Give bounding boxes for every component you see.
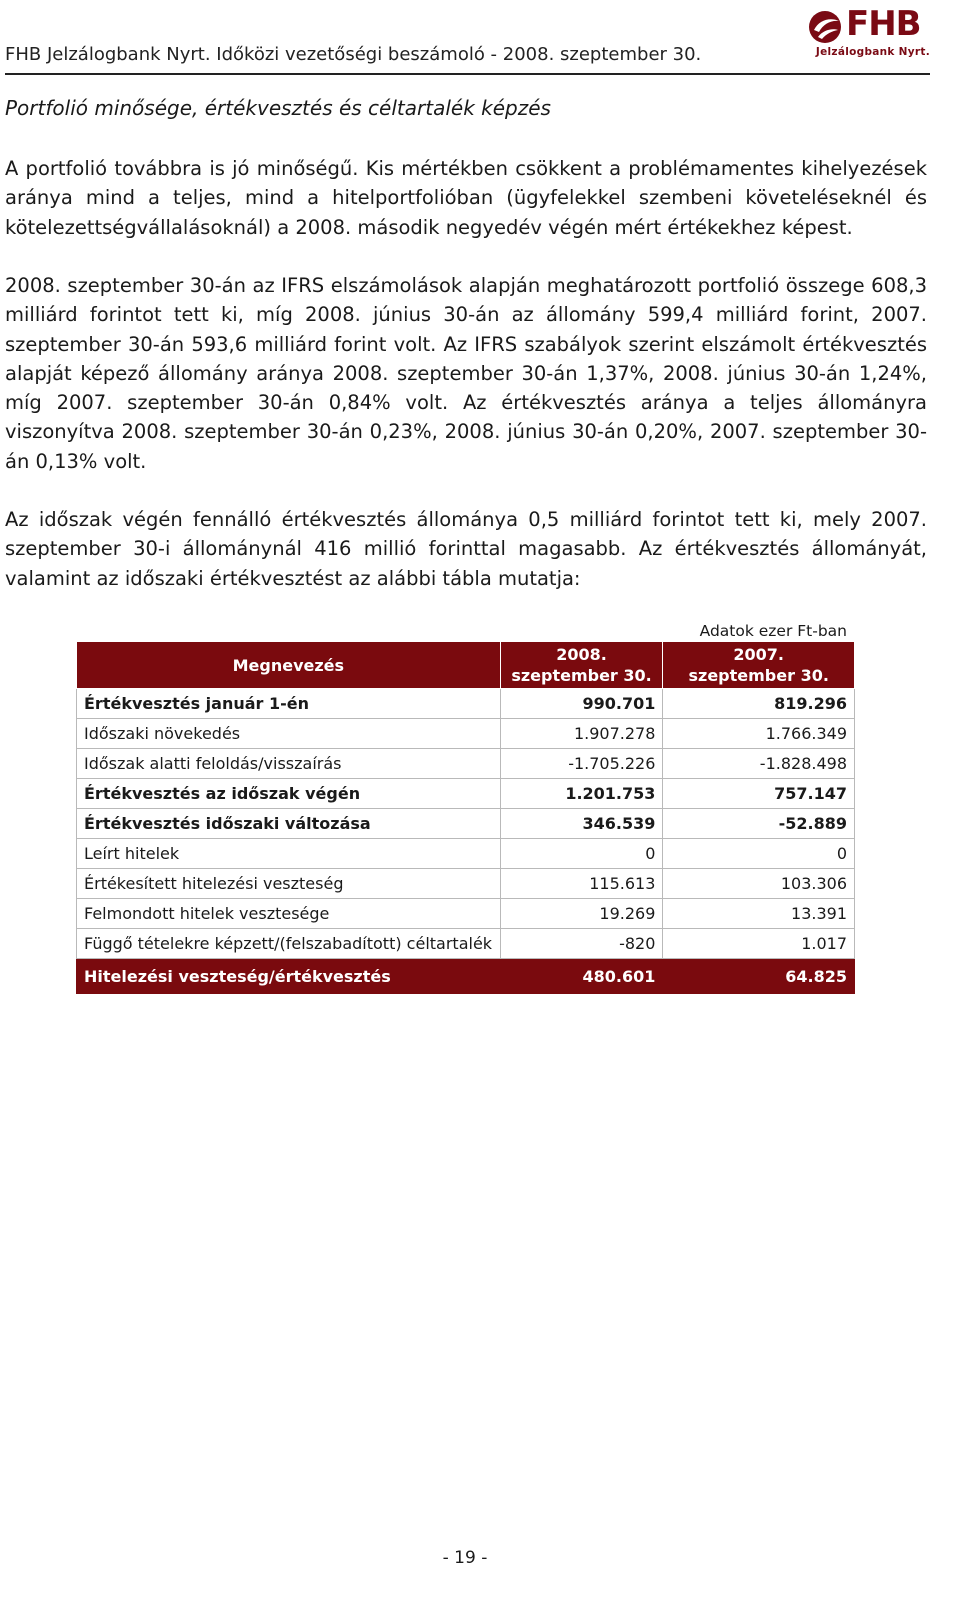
row-label: Időszaki növekedés bbox=[77, 719, 501, 749]
row-value-2007: 64.825 bbox=[663, 959, 855, 994]
logo-subtitle: Jelzálogbank Nyrt. bbox=[815, 46, 930, 58]
header-2008-date: szeptember 30. bbox=[511, 666, 652, 685]
impairment-table bbox=[76, 641, 855, 994]
row-value-2007: 1.017 bbox=[663, 929, 855, 959]
paragraph-ifrs-portfolio: 2008. szeptember 30-án az IFRS elszámolások alapján meghatározott portfolió összege 608,3 milliárd forintot tett ki, míg 2008. június 30-án az állomány 599,4 milliárd forint, 2007. szeptember 30-án 593,6 milliárd forint volt. Az IFRS szabályok szerint elszámolt értékvesztés alapját képező állomány aránya 2008. szeptember 30-án 1,37%, 2008. június 30-án 1,24%, míg 2007. szeptember 30-án 0,84% volt. Az értékvesztés aránya a teljes állományra viszonyítva 2008. szeptember 30-án 0,23%, 2008. június 30-án 0,20%, 2007. szeptember 30-án 0,13% volt. bbox=[5, 274, 927, 473]
table-total-row bbox=[77, 959, 855, 994]
paragraph-portfolio-quality: A portfolió továbbra is jó minőségű. Kis mértékben csökkent a problémamentes kihelyezések aránya mind a teljes, mind a hitelportfolióban (ügyfelekkel szembeni követeléseknél és kötelezettségvállalásoknál) a 2008. második negyedév végén mért értékekhez képest. bbox=[5, 157, 927, 239]
header-name: Megnevezés bbox=[77, 642, 501, 689]
row-label: Felmondott hitelek vesztesége bbox=[77, 899, 501, 929]
row-value-2007: -1.828.498 bbox=[663, 749, 855, 779]
row-value-2008: 480.601 bbox=[500, 959, 663, 994]
table-unit-note: Adatok ezer Ft-ban bbox=[699, 622, 847, 640]
row-label: Hitelezési veszteség/értékvesztés bbox=[77, 959, 501, 994]
table-row bbox=[77, 899, 855, 929]
table-row bbox=[77, 869, 855, 899]
fhb-logo-mark-icon bbox=[808, 8, 844, 46]
row-label: Időszak alatti feloldás/visszaírás bbox=[77, 749, 501, 779]
section-title: Portfolió minősége, értékvesztés és céltartalék képzés bbox=[5, 96, 551, 120]
row-value-2007: 757.147 bbox=[663, 779, 855, 809]
header-title: FHB Jelzálogbank Nyrt. Időközi vezetőségi beszámoló - 2008. szeptember 30. bbox=[5, 44, 702, 65]
row-value-2007: 103.306 bbox=[663, 869, 855, 899]
row-label: Értékvesztés időszaki változása bbox=[77, 809, 501, 839]
table-row bbox=[77, 809, 855, 839]
row-value-2008: 1.201.753 bbox=[500, 779, 663, 809]
row-label: Értékvesztés január 1-én bbox=[77, 689, 501, 719]
table-row bbox=[77, 929, 855, 959]
row-label: Függő tételekre képzett/(felszabadított) céltartalék bbox=[77, 929, 501, 959]
row-value-2008: -1.705.226 bbox=[500, 749, 663, 779]
header-2007 bbox=[663, 642, 855, 689]
row-value-2007: -52.889 bbox=[663, 809, 855, 839]
row-value-2008: -820 bbox=[500, 929, 663, 959]
header-2007-date: szeptember 30. bbox=[688, 666, 829, 685]
header-divider bbox=[5, 73, 930, 75]
paragraph-impairment-stock: Az időszak végén fennálló értékvesztés állománya 0,5 milliárd forintot tett ki, mely 2007. szeptember 30-i állománynál 416 millió forinttal magasabb. Az értékvesztés állományát, valamint az időszaki értékvesztést az alábbi tábla mutatja: bbox=[5, 508, 927, 590]
row-value-2008: 1.907.278 bbox=[500, 719, 663, 749]
table-row bbox=[77, 749, 855, 779]
row-value-2008: 115.613 bbox=[500, 869, 663, 899]
row-value-2007: 0 bbox=[663, 839, 855, 869]
header-2008-year: 2008. bbox=[556, 645, 607, 664]
logo-wordmark: FHB bbox=[846, 4, 921, 44]
header-2007-year: 2007. bbox=[733, 645, 784, 664]
page-number: - 19 - bbox=[442, 1548, 488, 1568]
table-row bbox=[77, 779, 855, 809]
row-value-2008: 346.539 bbox=[500, 809, 663, 839]
fhb-logo bbox=[808, 6, 930, 62]
table-row bbox=[77, 839, 855, 869]
row-label: Leírt hitelek bbox=[77, 839, 501, 869]
row-value-2007: 1.766.349 bbox=[663, 719, 855, 749]
row-value-2008: 0 bbox=[500, 839, 663, 869]
table-row bbox=[77, 689, 855, 719]
table-header-row bbox=[77, 642, 855, 689]
row-value-2008: 990.701 bbox=[500, 689, 663, 719]
header-2008 bbox=[500, 642, 663, 689]
table-row bbox=[77, 719, 855, 749]
row-value-2007: 13.391 bbox=[663, 899, 855, 929]
row-value-2007: 819.296 bbox=[663, 689, 855, 719]
row-label: Értékesített hitelezési veszteség bbox=[77, 869, 501, 899]
row-label: Értékvesztés az időszak végén bbox=[77, 779, 501, 809]
row-value-2008: 19.269 bbox=[500, 899, 663, 929]
